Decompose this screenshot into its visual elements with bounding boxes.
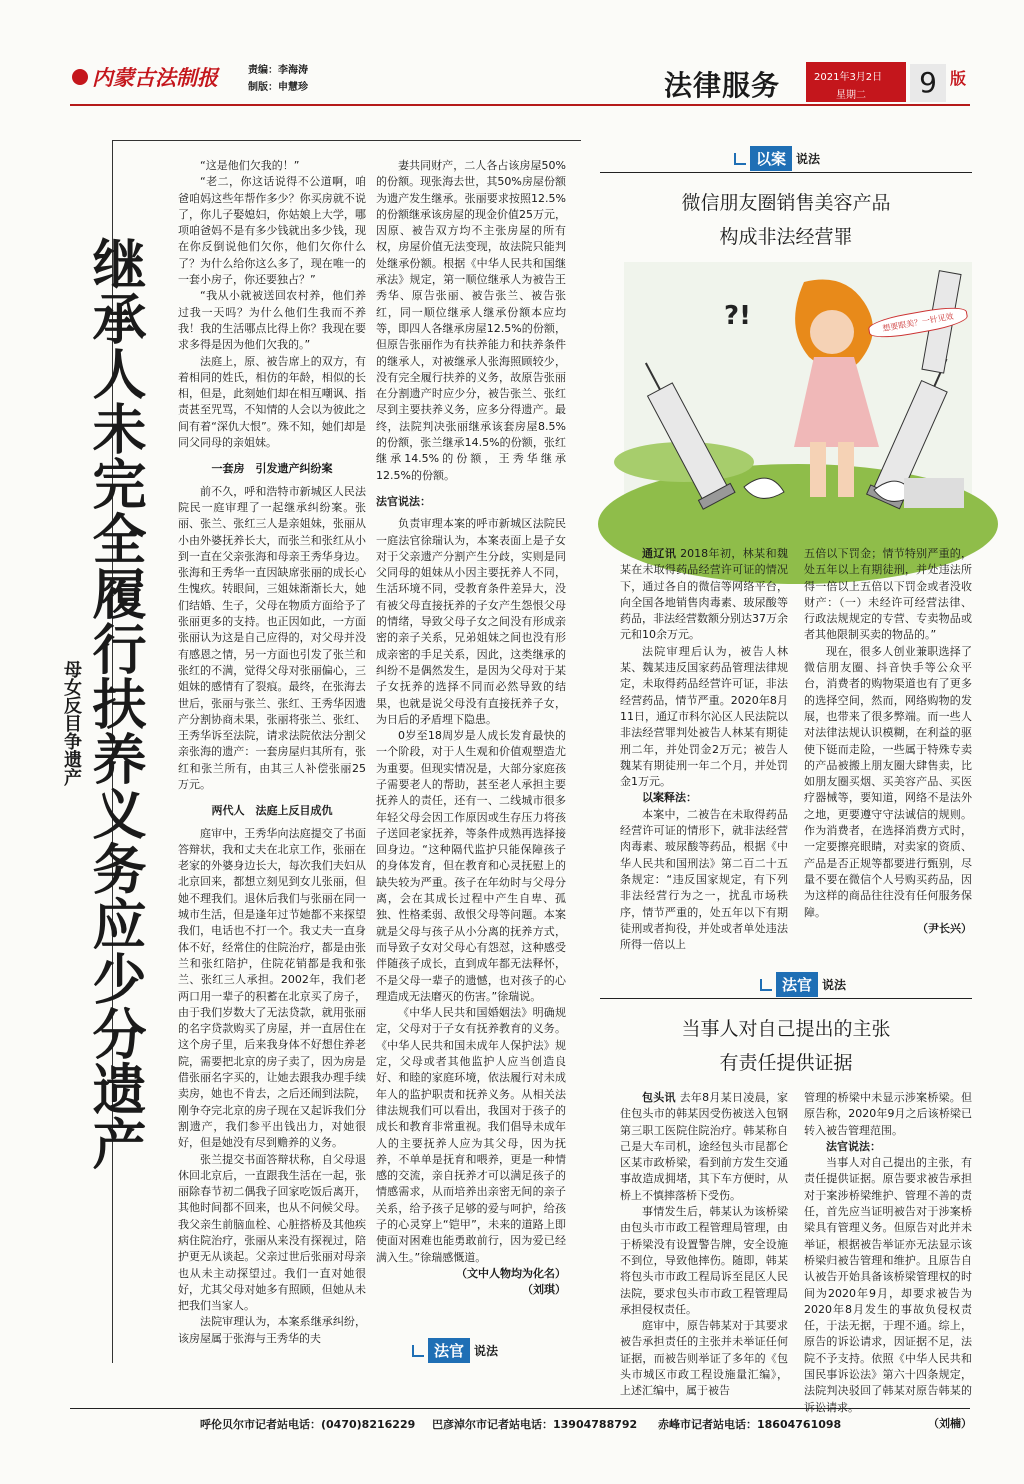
paragraph: 负责审理本案的呼市新城区法院民一庭法官徐瑞认为，本案表面上是子女对于父亲遗产分割产生分歧，实则是同父同母的姐妹从小因主要抚养人不同，生活环境不同，受教育条件差异大，没有被父母直接抚养的子女产生怨恨父母的情绪，导致父母子女之间没有形成亲密的亲子关系，兄弟姐妹之间也没有形成亲密的手足关系，因此，这类继承的纠纷不是偶然发生，是因为父母对于某子女抚养的选择不同而必然导致的结果，也就是说父母没有直接抚养子女，为日后的矛盾埋下隐患。 <box>376 517 566 726</box>
subheading: 法官说法： <box>376 494 431 508</box>
left-story-col1 <box>178 158 366 1368</box>
byline: （尹长兴） <box>917 921 972 935</box>
right-bottom-headline-1: 当事人对自己提出的主张 <box>681 1018 891 1040</box>
paragraph: “这是他们欠我的！” <box>200 159 300 172</box>
label-tag: 以案 <box>750 146 792 171</box>
corner-deco-icon <box>760 979 772 991</box>
paragraph: 妻共同财产，二人各占该房屋50%的份额。现张海去世，其50%房屋份额为遗产发生继承。张丽要求按照12.5%的份额继承该房屋的现金价值25万元，因原、被告双方均不主张房屋的所有权，房屋价值无法变现，故法院只能判处继承份额。根据《中华人民共和国继承法》规定，第一顺位继承人为被告王秀华、原告张丽、被告张兰、被告张红，同一顺位继承人继承份额本应均等，即四人各继承房屋12.5%的份额，但原告张丽作为有扶养能力和扶养条件的继承人，对被继承人张海照顾较少，没有完全履行扶养的义务，故原告张丽在分割遗产时应少分，被告张兰、张红尽到主要扶养义务，应多分得遗产。最终，法院判决张丽继承该套房屋8.5%的份额，张兰继承14.5%的份额，张红继承14.5%的份额，王秀华继承12.5%的份额。 <box>376 159 566 482</box>
dateline: 通辽讯 <box>642 547 677 560</box>
paragraph: 法庭上，原、被告席上的双方，有着相同的姓氏，相仿的年龄，相似的长相，但是，此刻她们却在相互嘲讽、指责甚至咒骂，不知情的人会以为彼此之间有着“深仇大恨”。殊不知，她们却是同父同母的亲姐妹。 <box>178 354 366 450</box>
paragraph: “老二，你这话说得不公道啊，咱爸咱妈这些年帮作多少？你买房就不说了，你儿子娶媳妇，你姑娘上大学，哪项咱爸妈不是有多少钱就出多少钱，现在你反倒说他们欠你，他们欠你什么了？为什么给你这么多了，现在唯一的一套小房子，你还要独占？” <box>178 175 366 287</box>
paragraph <box>620 1090 788 1204</box>
right-bottom-col2 <box>804 1090 972 1430</box>
right-bottom-headline-2: 有责任提供证据 <box>719 1052 853 1074</box>
subheading: 以案释法： <box>642 791 697 805</box>
footer-station-1: 呼伦贝尔市记者站电话：(0470)8216229 <box>200 1418 416 1431</box>
left-story-subhead: 母女反目争遗产 <box>61 660 82 786</box>
issue-date: 2021年3月2日 <box>814 72 883 83</box>
paragraph: 当事人对自己提出的主张，有责任提供证据。原告要求被告承担对于案涉桥梁维护、管理不善的责任，首先应当证明被告对于涉案桥梁具有管理义务。但原告对此并未举证，根据被告举证亦无法显示该桥梁归被告管理和维护。且原告自认被告开始具备该桥梁管理权的时间为2020年9月，却要求被告为2020年8月发生的事故负侵权责任，于法无据，于理不通。综上，原告的诉讼请求，因证据不足，法院不予支持。依照《中华人民共和国民事诉讼法》第六十四条规定，法院判决驳回了韩某对原告韩某的 <box>804 1156 972 1398</box>
paragraph: 前不久，呼和浩特市新城区人民法院民一庭审理了一起继承纠纷案。张丽、张兰、张红三人是亲姐妹，张丽从小由外婆抚养长大，而张兰和张红从小到一直在父亲张海和母亲王秀华身边。张海和王秀华一直因缺席张丽的成长心生愧疚。转眼间，三姐妹渐渐长大，她们结婚、生子，父母在物质方面给予了张丽更多的支持。也正因如此，一方面张丽认为这是自己应得的，对父母并没有感恩之情，另一方面也引发了张兰和张红的不满，觉得父母对张丽偏心，三姐妹的感情有了裂痕。最终，在张海去世后，张丽与张兰、张红、王秀华因遗产分割协商未果，张丽将张兰、张红、王秀华诉至法院，请求法院依法分割父亲张海的遗产：一套房屋归其所有，张红和张兰所有，由其三人补偿张丽25万元。 <box>178 484 366 791</box>
masthead-rule <box>70 104 970 106</box>
paragraph: 法院审理认为，本案系继承纠纷，该房屋属于张海与王秀华的夫 <box>178 1315 366 1345</box>
paragraph: 现在，很多人创业兼职选择了微信朋友圈、抖音快手等公众平台，消费者的购物渠道也有了更多的选择空间，然而，网络购物的发展，也带来了很多弊端。而一些人对法律法规认识模糊，在利益的驱使下铤而走险，一些属于特殊专卖的产品被搬上朋友圈大肆售卖，比如朋友圈买烟、买美容产品、买医疗器械等，要知道，网络不是法外之地，更要遵守守法诚信的规则。作为消费者，在选择消费方式时，一定要擦亮眼睛，对卖家的资质、产品是否正规等都要进行甄别，尽量不要在微信个人号购买药品，因为这样的商品往往没有任何服务保障。 <box>804 644 972 919</box>
newspaper-logo: 内蒙古法制报 <box>72 62 222 92</box>
subheading: 两代人 法庭上反目成仇 <box>211 804 333 818</box>
paragraph-text: 去年8月某日凌晨，家住包头市的韩某因受伤被送入包钢第三职工医院住院治疗。韩某称自己是大车司机，途经包头市昆都仑区某市政桥梁，看到前方发生交通事故造成拥堵，其下车方便时，从桥上不慎摔落桥下受伤。 <box>620 1091 789 1202</box>
paragraph: 庭审中，王秀华向法庭提交了书面答辩状，我和丈夫在北京工作，张丽在老家的外婆身边长大，每次我们夫妇从北京回来，都想立刻见到女儿张丽，但她不理我们。退休后我们与张丽在同一城市生活，但是逢年过节她都不来探望我们，电话也不打一个。我丈夫一直身体不好，经常住的住院治疗，都是由张兰和张红陪护，住院花销都是我和张兰、张红三人承担。2002年，我们老两口用一辈子的积蓄在北京买了房子，由于我们岁数大了无法贷款，就用张丽的名字贷款购买了房屋，并一直居住在这个房子里，后来我身体不好想住养老院，需要把北京的房子卖了，因为房是借张丽名字买的，让她去跟我办理手续卖房，她也不肯去，之后还闹到法院，刚争夺完北京的房子现在又起诉我们分割遗产，我们参平出钱出力，对她很好，但是她没有尽到赡养的义务。 <box>178 826 366 1150</box>
left-story-col2 <box>376 158 566 1330</box>
label-suffix: 说法 <box>796 152 821 166</box>
label-suffix: 说法 <box>822 978 847 992</box>
byline: （刘楠） <box>928 1416 972 1430</box>
subheading: 法官说法： <box>826 1139 881 1153</box>
paragraph: “我从小就被送回农村养，他们养过我一天吗？为什么他们生我而不养我！我的生活哪点比得上你？我现在要求多得是因为他们欠我的。” <box>178 289 366 352</box>
logo-mark-icon <box>72 69 88 85</box>
paragraph: 庭审中，原告韩某对于其要求被告承担责任的主张并未举证任何证据，而被告则举证了多年的《包头市城区市政工程设施量汇编》，上述汇编中，属于被告 <box>620 1319 788 1398</box>
footer-station-2: 巴彦淖尔市记者站电话：13904788792 <box>432 1418 638 1431</box>
footer <box>0 1414 1024 1436</box>
right-top-headline-2: 构成非法经营罪 <box>719 226 853 248</box>
right-top-headline-1: 微信朋友圈销售美容产品 <box>681 192 891 214</box>
dateline: 包头讯 <box>642 1091 676 1104</box>
footer-station-3: 赤峰市记者站电话：18604761098 <box>658 1418 842 1431</box>
label-tag: 法官 <box>428 1338 470 1363</box>
label-tag: 法官 <box>776 972 818 997</box>
paragraph: 事情发生后，韩某认为该桥梁由包头市市政工程管理局管理，由于桥梁没有设置警告牌，安全设施不到位，导致他摔伤。随即，韩某将包头市市政工程局诉至昆区人民法院，要求包头市市政工程管理局承担侵权责任。 <box>620 1205 788 1316</box>
masthead <box>0 0 1024 112</box>
svg-text:?!: ?! <box>724 301 751 331</box>
corner-deco-icon <box>412 1345 424 1357</box>
divider <box>600 998 972 999</box>
subheading: 一套房 引发遗产纠纷案 <box>211 462 333 476</box>
paragraph: 本案中，二被告在未取得药品经营许可证的情形下，就非法经营肉毒素、玻尿酸等药品，根据《中华人民共和国刑法》第二百二十五条规定：“违反国家规定，有下列非法经营行为之一，扰乱市场秩序，情节严重的，处五年以下有期徒刑或者拘役，并处或者单处违法所得一倍以上 <box>620 807 788 952</box>
editor-line: 责编：李海涛 <box>248 65 308 76</box>
left-story-headline: 继承人未完全履行扶养义务应少分遗产 <box>84 236 148 1171</box>
paragraph: 管理的桥梁中未显示涉案桥梁。但原告称，2020年9月之后该桥梁已转入被告管理范围。 <box>804 1091 972 1137</box>
paragraph: 五倍以下罚金；情节特别严重的，处五年以上有期徒刑，并处违法所得一倍以上五倍以下罚金或者没收财产：（一）未经许可经营法律、行政法规规定的专营、专卖物品或者其他限制买卖的物品的。” <box>804 547 972 642</box>
producer-line: 制版：申慧珍 <box>248 82 308 93</box>
paragraph-text: 2018年初，林某和魏某在未取得药品经营许可证的情况下，通过各自的微信等网络平台，向全国各地销售肉毒素、玻尿酸等药品，非法经营数额分别达37万余元和10余万元。 <box>620 547 788 642</box>
paragraph: 0岁至18周岁是人成长发育最快的一个阶段，对于人生观和价值观塑造尤为重要。但现实情况是，大部分家庭孩子需要老人的帮助，甚至老人承担主要抚养人的责任，还有一、二线城市很多年轻父母会因工作原因或生存压力将孩子送回老家抚养，等条件成熟再选择接回身边。“这种隔代监护只能保障孩子的身体发育，但在教育和心灵抚慰上的缺失较为严重。孩子在年幼时与父母分离，会在其成长过程中产生自卑、孤独、性格柔弱、敌恨父母等问题。本案就是父母与孩子从小分离的抚养方式，而导致子女对父母心有怨怼，这种感受伴随孩子成长，直到成年都无法释怀，不是父母一辈子的遗憾，也对孩子的心理造成无法磨灭的伤害。”徐瑞说。 <box>376 729 566 1003</box>
byline: （刘琪） <box>522 1283 566 1297</box>
illustration-caption: 想要眼美？一针见效 <box>867 303 969 341</box>
label-suffix: 说法 <box>474 1344 499 1358</box>
right-top-column-label <box>734 146 820 171</box>
paragraph: 张兰提交书面答辩状称，自父母退休回北京后，一直跟我生活在一起，张丽除春节初二偶我子回家吃饭后离开，其他时间都不回来，也从不问候父母。我父亲生前脑血栓、心脏搭桥及其他疾病住院治疗，张丽从来没有探视过，陪护更无从谈起。父亲过世后张丽对母亲也从未主动探望过。我们一直对她很好，尤其父母对她多有照顾，但她从未把我们当家人。 <box>178 1152 366 1313</box>
author-note: （文中人物均为化名） <box>456 1266 566 1280</box>
page-number: 9 <box>910 64 946 102</box>
date-box <box>806 62 906 102</box>
right-top-col1 <box>620 546 788 952</box>
left-column-label <box>412 1338 498 1363</box>
footer-rule <box>70 1408 970 1409</box>
right-bottom-column-label <box>760 972 846 997</box>
corner-deco-icon <box>734 153 746 165</box>
right-top-col2 <box>804 546 972 935</box>
right-bottom-col1 <box>620 1090 788 1402</box>
cartoon-illustration <box>624 262 972 534</box>
paragraph <box>620 546 788 644</box>
page-suffix: 版 <box>950 69 967 88</box>
divider <box>600 172 972 173</box>
issue-weekday: 星期二 <box>836 90 866 101</box>
paragraph: 《中华人民共和国婚姻法》明确规定，父母对于子女有抚养教育的义务。《中华人民共和国未成年人保护法》规定，父母或者其他监护人应当创造良好、和睦的家庭环境，依法履行对未成年人的监护职责和抚养义务。从相关法律法规我们可以看出，我国对于孩子的成长和教育非常重视。我们倡导未成年人的主要抚养人应为其父母，因为抚养，不单单是抚育和喂养，更是一种情感的交流，亲自抚养才可以满足孩子的情感需求，从而培养出亲密无间的亲子关系，给予孩子足够的爱与呵护，给孩子的心灵穿上“铠甲”，未来的道路上即使面对困难也能勇敢前行，因为爱已经满入生。”徐瑞感慨道。 <box>376 1006 566 1264</box>
paragraph: 法院审理后认为，被告人林某、魏某违反国家药品管理法律规定，未取得药品经营许可证，非法经营药品，情节严重。2020年8月11日，通辽市科尔沁区人民法院以非法经营罪判处被告人林某有期徒刑二年，并处罚金2万元；被告人魏某有期徒刑一年二个月，并处罚金1万元。 <box>620 644 788 789</box>
cartoon-svg <box>624 262 972 534</box>
section-title: 法律服务 <box>664 69 781 102</box>
